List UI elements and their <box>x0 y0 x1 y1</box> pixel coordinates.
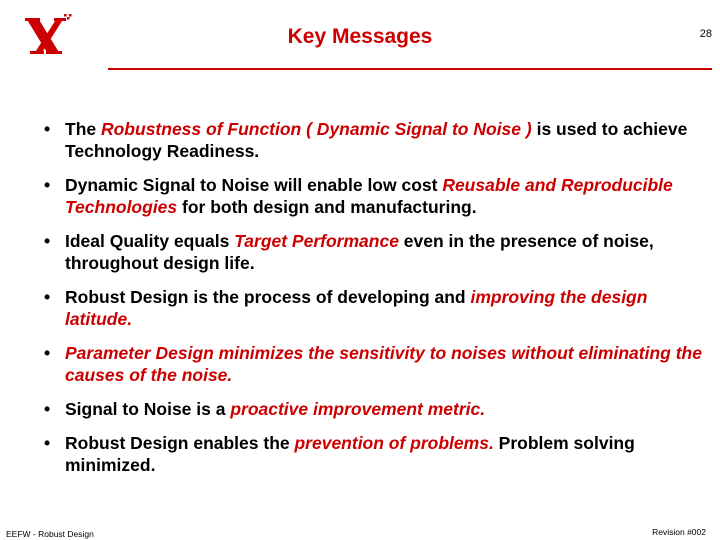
bullet-dot: • <box>44 231 51 251</box>
footer-revision: Revision #002 <box>652 527 706 537</box>
bullet-text: Robust Design enables the <box>65 433 295 453</box>
bullet-text: Robust Design is the process of developing and <box>65 287 471 307</box>
bullet-dot: • <box>44 343 51 363</box>
bullet-dot: • <box>44 433 51 453</box>
bullet-dot: • <box>44 175 51 195</box>
title-divider <box>108 68 712 70</box>
highlighted-text: improving the design latitude. <box>65 287 648 329</box>
bullet-text: Ideal Quality equals <box>65 231 235 251</box>
page-number: 28 <box>699 28 712 40</box>
bullet-item <box>44 432 704 476</box>
bullet-item <box>44 286 704 330</box>
highlighted-text: proactive improvement metric. <box>230 399 486 419</box>
bullet-item <box>44 398 704 420</box>
bullet-dot: • <box>44 287 51 307</box>
bullet-text: for both design and manufacturing. <box>177 197 477 217</box>
highlighted-text: Parameter Design minimizes the sensitivity to noises without eliminating the causes of the noise. <box>65 343 702 385</box>
highlighted-text: Robustness of Function ( Dynamic Signal to Noise ) <box>100 119 532 139</box>
bullet-text: The <box>65 119 101 139</box>
highlighted-text: prevention of problems. <box>294 433 494 453</box>
slide-title: Key Messages <box>287 25 433 48</box>
bullet-text: even in the presence of noise, throughout design life. <box>65 231 654 273</box>
bullet-item <box>44 118 704 162</box>
bullet-text: is used to achieve Technology Readiness. <box>65 119 688 161</box>
bullet-item <box>44 174 704 218</box>
bullet-dot: • <box>44 399 51 419</box>
highlighted-text: Target Performance <box>234 231 399 251</box>
bullet-item <box>44 342 704 386</box>
bullet-dot: • <box>44 119 51 139</box>
footer-course-name: EEFW - Robust Design <box>6 529 94 539</box>
key-messages-list <box>44 118 704 488</box>
bullet-text: Problem solving minimized. <box>65 433 635 475</box>
bullet-text: Signal to Noise is a <box>65 399 231 419</box>
bullet-item <box>44 230 704 274</box>
bullet-text: Dynamic Signal to Noise will enable low cost <box>65 175 443 195</box>
highlighted-text: Reusable and Reproducible Technologies <box>65 175 673 217</box>
